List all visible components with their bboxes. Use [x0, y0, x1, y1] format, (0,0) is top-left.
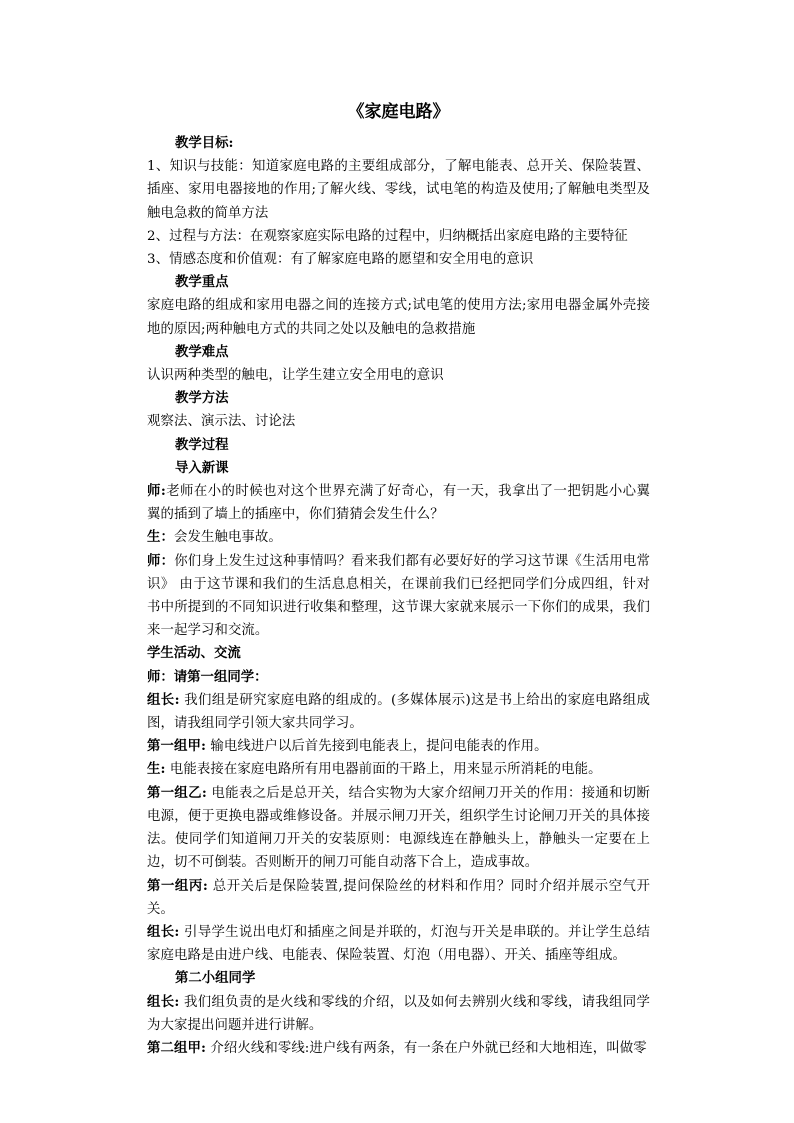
- group1-text: 电能表接在家庭电路所有用电器前面的干路上，用来显示所消耗的电能。: [165, 762, 602, 778]
- group1-paragraph: [147, 782, 650, 875]
- group1-text: 总开关后是保险装置,提问保险丝的材料和作用？同时介绍并展示空气开关。: [147, 878, 650, 917]
- speaker-label: 第一组丙:: [147, 877, 208, 894]
- speaker-label: 第二组甲:: [147, 1039, 207, 1056]
- group1-paragraph: [147, 689, 650, 735]
- key-heading: 教学重点: [175, 274, 229, 291]
- dialogue-text: 老师在小的时候也对这个世界充满了好奇心，有一天，我拿出了一把钥匙小心翼翼的插到了墙上的插座中，你们猜猜会发生什么？: [147, 484, 650, 523]
- document-body: [147, 100, 650, 1060]
- speaker-label: 组长:: [147, 691, 180, 708]
- speaker-label: 生：: [147, 529, 174, 546]
- group1-text: 我们组是研究家庭电路的组成的。(多媒体展示)这是书上给出的家庭电路组成图，请我组同学引领大家共同学习。: [147, 692, 650, 732]
- group1-text: 电能表之后是总开关，结合实物为大家介绍闸刀开关的作用：接通和切断电源，便于更换电器或维修设备。并展示闸刀开关，组织学生讨论闸刀开关的具体接法。使同学们知道闸刀开关的安装原则：电源线连在静触头上，静触头一定要在上边，切不可倒装。否则断开的闸刀可能自动落下合上，造成事故。: [147, 785, 650, 871]
- group1-paragraph: [147, 758, 650, 781]
- method-text: 观察法、演示法、讨论法: [147, 414, 296, 430]
- difficulty-text: 认识两种类型的触电，让学生建立安全用电的意识: [147, 368, 444, 384]
- key-text: 家庭电路的组成和家用电器之间的连接方式;试电笔的使用方法;家用电器金属外壳接地的原因;两种触电方式的共同之处以及触电的急救措施: [147, 298, 650, 337]
- dialogue-text: 你们身上发生过这种事情吗？看来我们都有必要好好的学习这节课《生活用电常识》 由于这节课和我们的生活息息相关，在课前我们已经把同学们分成四组，针对书中所提到的不同知识进行收集和整理，这节课大家就来展示一下你们的成果，我们来一起学习和交流。: [147, 553, 651, 639]
- group1-paragraph: [147, 875, 650, 921]
- objectives-heading: 教学目标:: [175, 135, 234, 151]
- activity-heading: 学生活动、交流: [147, 645, 241, 662]
- method-heading: 教学方法: [175, 390, 229, 407]
- difficulty-heading: 教学难点: [175, 343, 229, 360]
- speaker-label: 第一组乙:: [147, 784, 207, 801]
- speaker-label: 组长:: [147, 923, 180, 940]
- dialogue-paragraph: [147, 480, 650, 526]
- group2-text: 我们组负责的是火线和零线的介绍，以及如何去辨别火线和零线，请我组同学为大家提出问题并进行讲解。: [147, 994, 650, 1033]
- process-heading: 教学过程: [175, 436, 229, 453]
- intro-heading: 导入新课: [175, 459, 229, 476]
- speaker-label: 生:: [147, 761, 166, 778]
- dialogue-paragraph: [147, 526, 650, 549]
- dialogue-paragraph: [147, 550, 650, 643]
- speaker-label: 师：: [147, 552, 175, 569]
- group2-paragraph: [147, 991, 650, 1037]
- objective-1: 1、知识与技能：知道家庭电路的主要组成部分，了解电能表、总开关、保险装置、插座、家用电器接地的作用;了解火线、零线，试电笔的构造及使用;了解触电类型及触电急救的简单方法: [147, 159, 650, 221]
- speaker-label: 师:: [147, 483, 166, 500]
- document-title: 《家庭电路》: [347, 102, 450, 122]
- objective-2: 2、过程与方法：在观察家庭实际电路的过程中，归纳概括出家庭电路的主要特征: [147, 228, 628, 244]
- dialogue-text: 会发生触电事故。: [173, 530, 282, 546]
- group2-heading: 第二小组同学: [175, 970, 256, 987]
- group1-paragraph: [147, 921, 650, 967]
- objective-3: 3、情感态度和价值观：有了解家庭电路的愿望和安全用电的意识: [147, 252, 534, 268]
- speaker-label: 第一组甲:: [147, 738, 207, 755]
- group1-paragraph: [147, 735, 650, 758]
- speaker-label: 组长:: [147, 993, 180, 1010]
- group2-text: 介绍火线和零线:进户线有两条，有一条在户外就已经和大地相连，叫做零: [206, 1040, 647, 1056]
- group2-paragraph: [147, 1037, 650, 1060]
- group1-call: 师：请第一组同学：: [147, 668, 268, 685]
- group1-text: 输电线进户以后首先接到电能表上，提问电能表的作用。: [206, 739, 548, 755]
- group1-text: 引导学生说出电灯和插座之间是并联的，灯泡与开关是串联的。并让学生总结家庭电路是由进户线、电能表、保险装置、灯泡（用电器）、开关、插座等组成。: [147, 924, 650, 964]
